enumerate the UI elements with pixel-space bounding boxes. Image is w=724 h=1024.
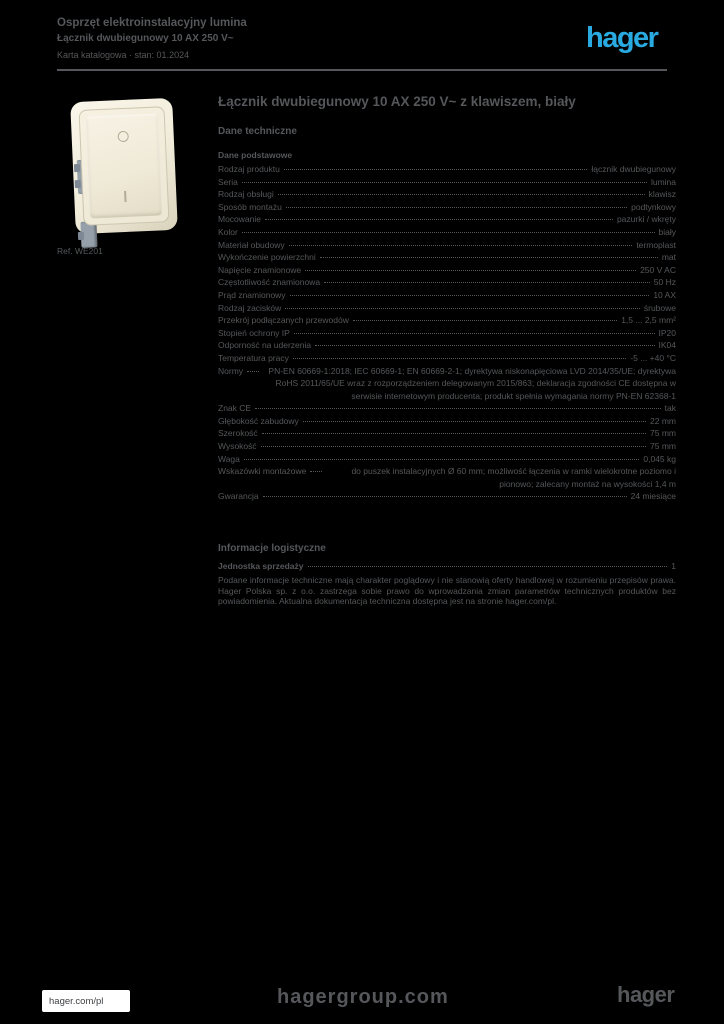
spec-value: pazurki / wkręty [616,214,676,225]
spec-row [218,289,676,302]
spec-row [218,213,676,226]
spec-label: Rodzaj obsługi [218,189,274,200]
dotted-leader [289,245,633,246]
spec-label: Normy [218,365,244,376]
switch-body [70,98,178,234]
logistics-label: Jednostka sprzedaży [218,561,304,571]
spec-row [218,302,676,315]
spec-label: Odporność na uderzenia [218,340,312,351]
footer-website-link[interactable]: hager.com/pl [42,990,130,1012]
spec-value: termoplast [636,239,676,250]
dotted-leader [305,270,636,271]
spec-row [218,276,676,289]
spec-value: PN-EN 60669-1:2018; IEC 60669-1; EN 60669-2-1; dyrektywa niskonapięciowa LVD 2014/35/UE; dyrektywa RoHS 2011/65/UE wraz z rozporządzeniem delegowanym 2015/863; deklaracja zgodności CE dostępna w serwisie internetowym producenta; produkt spełnia wymagania normy PN-EN 62368-1 [268,365,676,401]
footer-hager-mark: hager [617,982,675,1007]
spec-value: IP20 [658,327,676,338]
spec-row [218,201,676,214]
spec-label: Gwarancja [218,491,259,502]
dotted-leader [310,471,322,472]
section-heading-technical: Dane techniczne [218,126,297,137]
spec-row [218,453,676,466]
dotted-leader [284,169,588,170]
spec-label: Częstotliwość znamionowa [218,277,321,288]
dotted-leader [320,257,658,258]
logistics-value: 1 [671,561,676,571]
spec-label: Wskazówki montażowe [218,466,307,477]
spec-value: śrubowe [643,302,676,313]
dotted-leader [242,182,647,183]
dotted-leader [247,371,259,372]
dotted-leader [285,308,640,309]
spec-value: 24 miesiące [630,491,676,502]
switch-on-marking [124,191,126,202]
spec-row [218,490,676,503]
spec-label: Prąd znamionowy [218,289,286,300]
product-image [57,92,185,250]
section-heading-logistics: Informacje logistyczne [218,543,326,554]
dotted-leader [303,421,646,422]
switch-frame [79,106,170,226]
spec-value: łącznik dwubiegunowy [591,164,676,174]
spec-group-label: Dane podstawowe [218,150,293,160]
spec-value: 1,5 ... 2,5 mm² [621,315,676,326]
dotted-leader [290,295,650,296]
spec-row [218,465,676,490]
spec-value: do puszek instalacyjnych Ø 60 mm; możliwość łączenia w ramki wielokrotne poziomo i pionowo; zalecany montaż na wysokości 1,4 m [351,466,676,489]
dotted-leader [278,194,645,195]
dotted-leader [242,232,655,233]
spec-label: Stopień ochrony IP [218,327,290,338]
spec-value: klawisz [648,189,676,200]
spec-value: 0,045 kg [643,453,676,464]
spec-label: Wykończenie powierzchni [218,252,316,263]
spec-label: Materiał obudowy [218,239,285,250]
dotted-leader [324,282,650,283]
spec-label: Wysokość [218,441,257,452]
dotted-leader [286,207,627,208]
spec-label: Temperatura pracy [218,352,289,363]
spec-label: Seria [218,176,238,187]
product-image-caption: Ref. WE201 [57,246,103,256]
spec-row [218,264,676,277]
dotted-leader [262,433,646,434]
spec-row [218,226,676,239]
spec-value: 75 mm [650,441,676,452]
spec-value: 75 mm [650,428,676,439]
header-date-line: Karta katalogowa · stan: 01.2024 [57,50,190,60]
dotted-leader [261,446,646,447]
spec-label: Kolor [218,226,238,237]
spec-row [218,251,676,264]
spec-row [218,427,676,440]
hager-logo: hager [586,22,658,54]
spec-value: IK04 [658,340,676,351]
spec-row [218,339,676,352]
spec-value: 250 V AC [640,264,676,275]
logistics-note: Podane informacje techniczne mają charakter poglądowy i nie stanowią oferty handlowej w rozumieniu przepisów prawa. Hager Polska sp. z o.o. zastrzega sobie prawo do wprowadzania zmian parametrów technicznych produktów bez powiadomienia. Aktualna dokumentacja techniczna dostępna jest na stronie hager.com/pl. [218,575,676,607]
dotted-leader [293,358,626,359]
dotted-leader [308,566,668,567]
spec-value: 22 mm [650,415,676,426]
spec-label: Rodzaj produktu [218,164,280,174]
spec-label: Sposób montażu [218,201,282,212]
spec-row [218,415,676,428]
dotted-leader [263,496,627,497]
spec-label: Głębokość zabudowy [218,415,299,426]
spec-row [218,176,676,189]
header-subtitle-line: Łącznik dwubiegunowy 10 AX 250 V~ [57,33,234,44]
footer-group-link[interactable]: hagergroup.com [277,986,449,1008]
dotted-leader [265,219,613,220]
spec-label: Znak CE [218,403,252,414]
spec-label: Napięcie znamionowe [218,264,302,275]
product-title: Łącznik dwubiegunowy 10 AX 250 V~ z klawiszem, biały [218,94,576,109]
logistics-row [218,560,676,573]
spec-row [218,188,676,201]
spec-value: biały [658,226,676,237]
dotted-leader [353,320,617,321]
spec-label: Mocowanie [218,214,261,225]
spec-value: 50 Hz [653,277,676,288]
dotted-leader [244,459,639,460]
header-category-line: Osprzęt elektroinstalacyjny lumina [57,17,247,29]
spec-row [218,327,676,340]
dotted-leader [294,333,655,334]
spec-row [218,163,676,176]
spec-label: Przekrój podłączanych przewodów [218,315,349,326]
spec-row [218,402,676,415]
spec-value: tak [664,403,676,414]
spec-label: Waga [218,453,240,464]
header-divider [57,69,667,71]
spec-row [218,365,676,403]
spec-row [218,352,676,365]
spec-value: mat [661,252,676,263]
spec-table [218,163,676,503]
switch-rocker [86,113,162,218]
spec-row [218,440,676,453]
spec-row [218,239,676,252]
spec-row [218,314,676,327]
switch-off-marking [117,131,128,142]
spec-label: Szerokość [218,428,258,439]
spec-value: podtynkowy [631,201,676,212]
spec-value: 10 AX [653,289,676,300]
spec-value: lumina [650,176,676,187]
spec-value: -5 ... +40 °C [630,352,676,363]
dotted-leader [315,345,654,346]
spec-label: Rodzaj zacisków [218,302,282,313]
dotted-leader [255,408,661,409]
